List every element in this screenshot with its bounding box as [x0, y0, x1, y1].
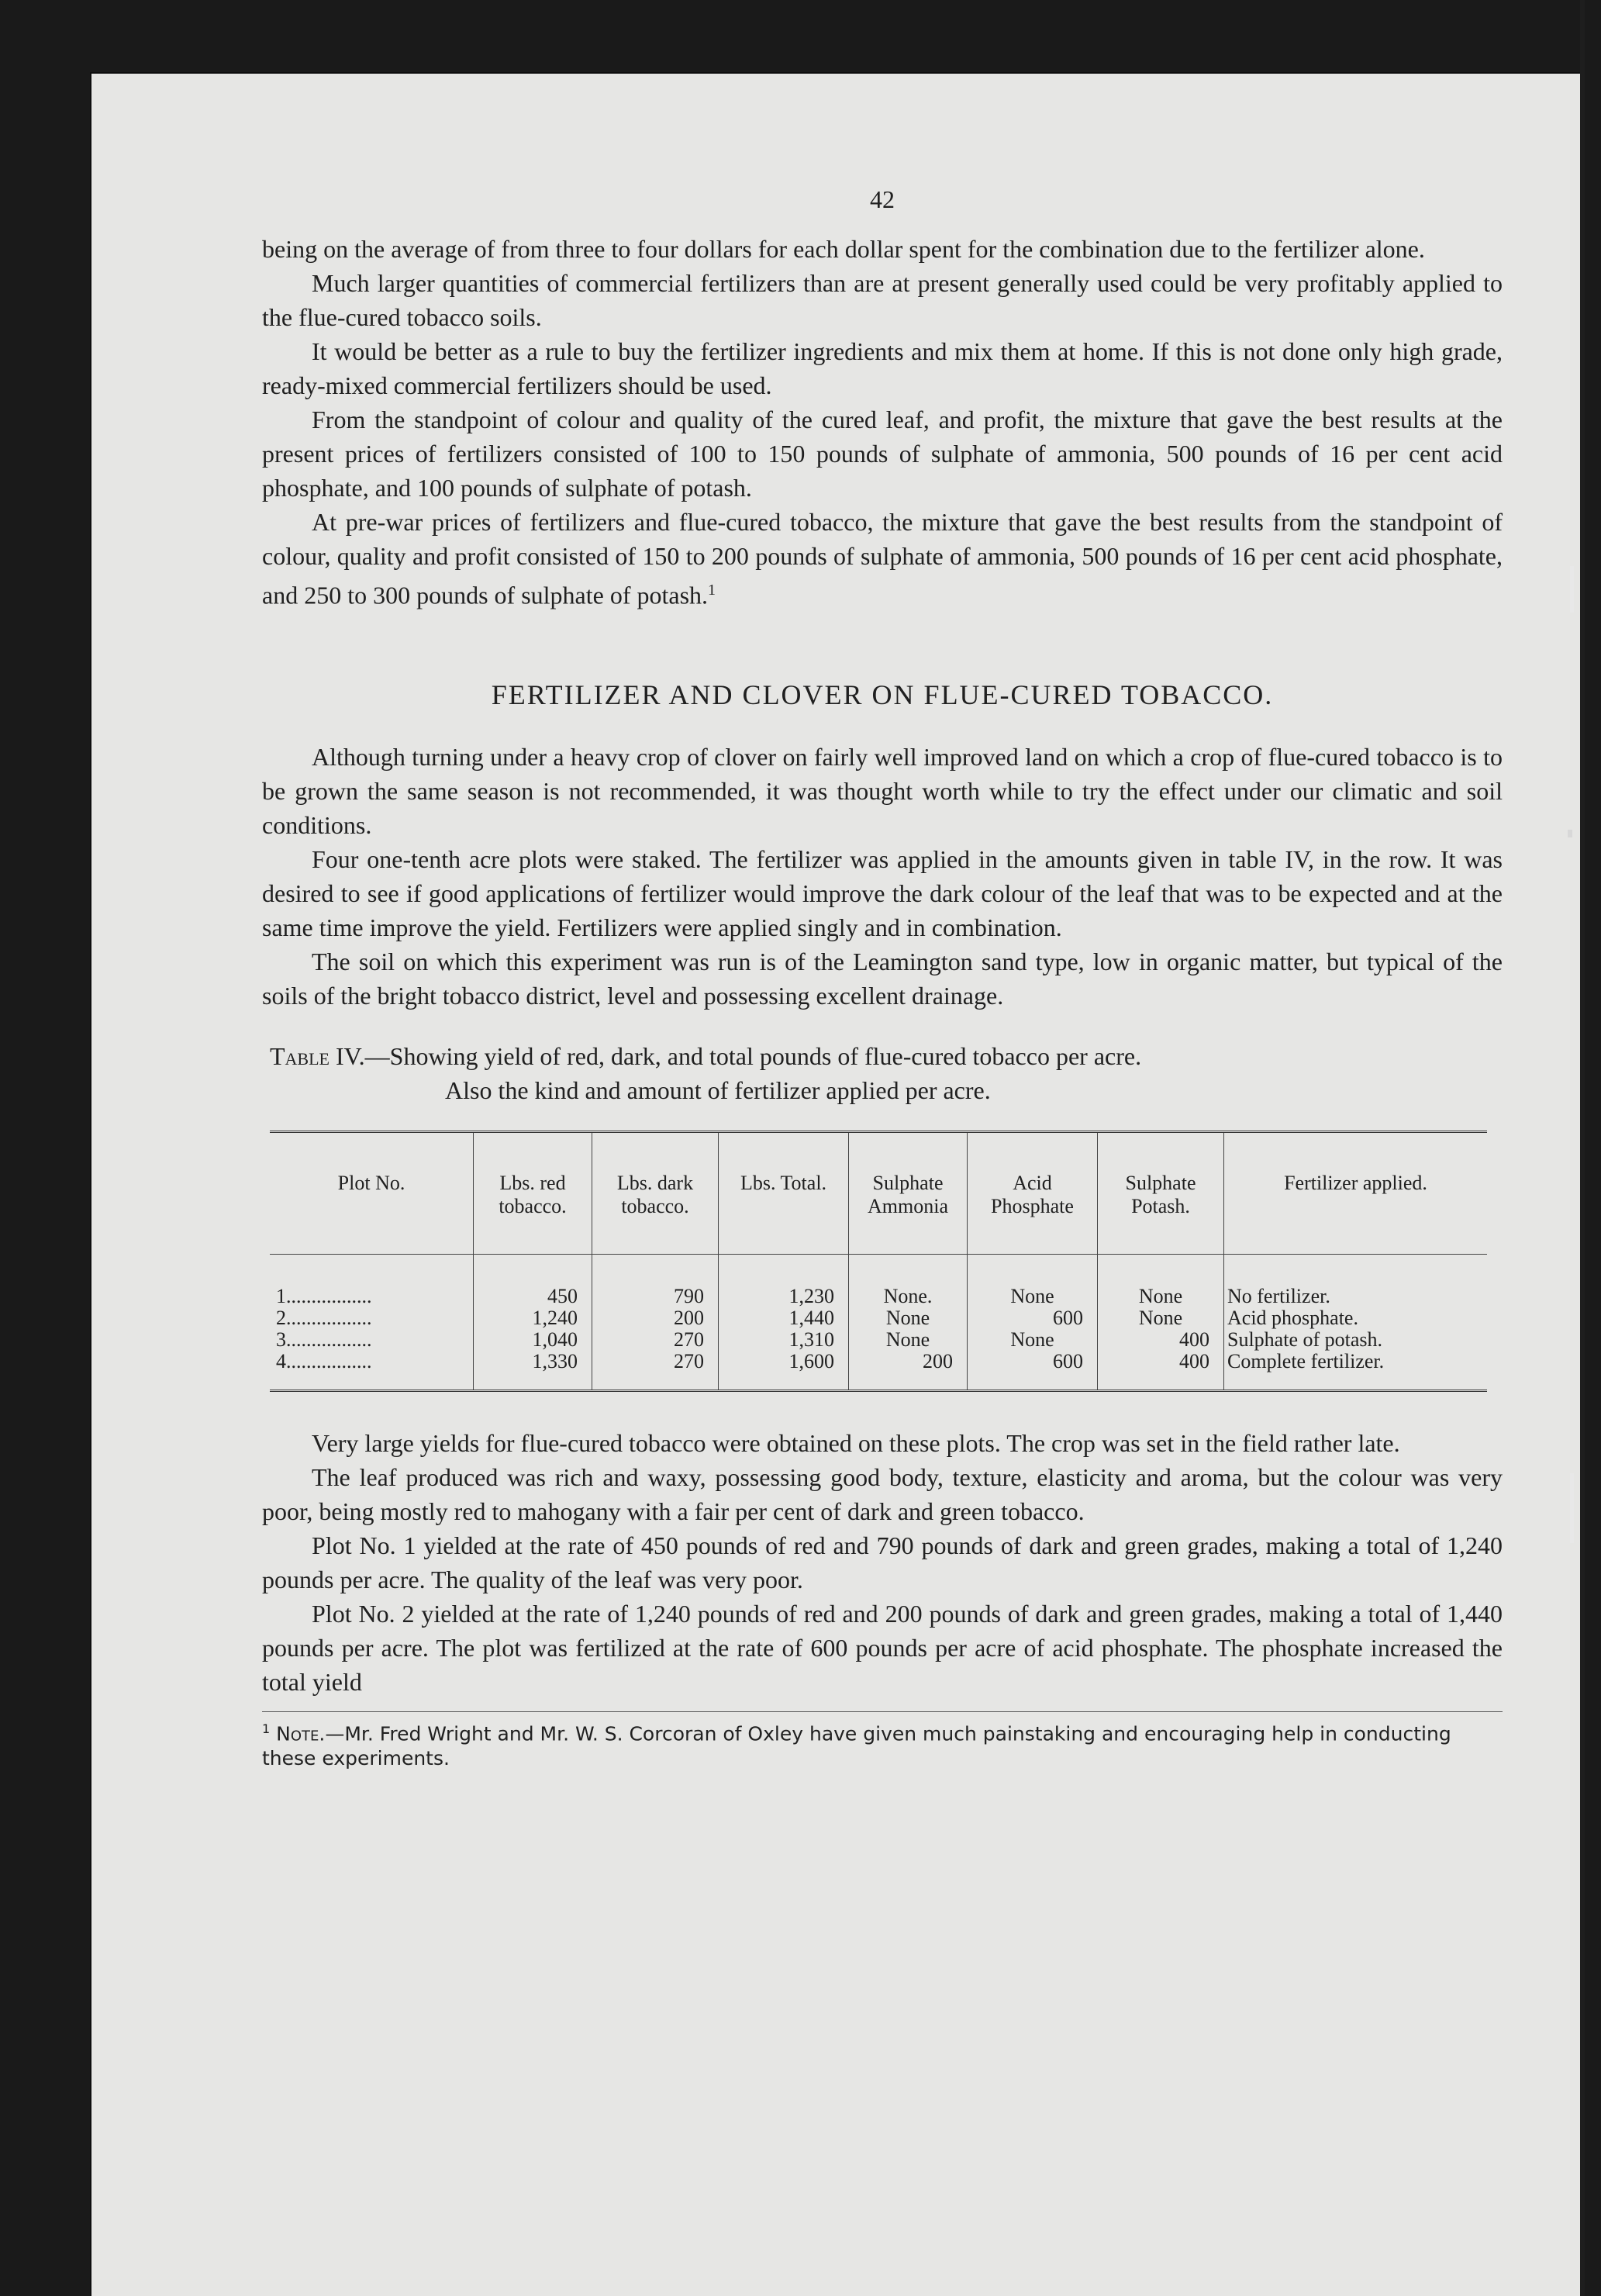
header-dark-tobacco: Lbs. dark tobacco.: [592, 1131, 719, 1254]
fertilizer-yield-table: [270, 1131, 1487, 1392]
table-header-row: [270, 1131, 1487, 1254]
cell-plot: 1.................: [276, 1284, 372, 1307]
header-plot-no: Plot No.: [270, 1131, 474, 1254]
footnote-reference[interactable]: 1: [708, 582, 716, 599]
paragraph-text: Although turning under a heavy crop of clover on fairly well improved land on which a crop of flue-cured tobacco is to be grown the same season is not recommended, it was thought worth while to try the effect under our climatic and soil conditions.: [262, 742, 1503, 839]
cell-dark: 790: [592, 1254, 719, 1307]
table-caption: [262, 1039, 1503, 1107]
cell-applied: Sulphate of potash.: [1224, 1329, 1488, 1351]
cell-dark: 270: [592, 1329, 719, 1351]
cell-dark: 270: [592, 1351, 719, 1391]
paragraph-text: Plot No. 1 yielded at the rate of 450 pounds of red and 790 pounds of dark and green grades, making a total of 1,240 pounds per acre. The quality of the leaf was very poor.: [262, 1531, 1503, 1593]
paragraph: [262, 505, 1503, 613]
cell-phosphate: 600: [968, 1351, 1098, 1391]
table-row: [270, 1307, 1487, 1329]
paragraph-text: The soil on which this experiment was run is of the Leamington sand type, low in organic matter, but typical of the soils of the bright tobacco district, level and possessing excellent drainage.: [262, 947, 1503, 1010]
cell-total: 1,600: [719, 1351, 849, 1391]
cell-plot: 3.................: [276, 1328, 372, 1351]
header-total: Lbs. Total.: [719, 1131, 849, 1254]
paragraph: [262, 334, 1503, 402]
paragraph-text: The leaf produced was rich and waxy, possessing good body, texture, elasticity and aroma, but the colour was very poor, being mostly red to mahogany with a fair per cent of dark and green tobacco.: [262, 1462, 1503, 1525]
cell-ammonia: 200: [849, 1351, 968, 1391]
paragraph: [262, 1597, 1503, 1699]
table-row: [270, 1351, 1487, 1391]
discussion: [262, 1426, 1503, 1699]
cell-red: 1,240: [474, 1307, 592, 1329]
paragraph: [262, 740, 1503, 842]
paragraph-text: being on the average of from three to four dollars for each dollar spent for the combination due to the fertilizer alone.: [262, 235, 1425, 263]
paragraph-text: From the standpoint of colour and quality of the cured leaf, and profit, the mixture that gave the best results at the present prices of fertilizers consisted of 100 to 150 pounds of sulphate of ammonia, 500 pounds of 16 per cent acid phosphate, and 100 pounds of sulphate of potash.: [262, 406, 1503, 502]
table-caption-line2: Also the kind and amount of fertilizer applied per acre.: [445, 1075, 991, 1104]
scan-speck: [1568, 830, 1572, 837]
scanned-page: [91, 74, 1580, 2296]
footnote-text: —Mr. Fred Wright and Mr. W. S. Corcoran of Oxley have given much painstaking and encouraging help in conducting these experiments.: [262, 1721, 1451, 1769]
header-sulphate-ammonia: Sulphate Ammonia: [849, 1131, 968, 1254]
page-content: [262, 182, 1503, 1771]
scan-edge-mark: [1570, 566, 1574, 613]
cell-plot: 4.................: [276, 1349, 372, 1372]
cell-total: 1,440: [719, 1307, 849, 1329]
header-red-tobacco: Lbs. red tobacco.: [474, 1131, 592, 1254]
cell-ammonia: None: [849, 1307, 968, 1329]
footnote: [262, 1711, 1503, 1771]
cell-plot: 2.................: [276, 1306, 372, 1329]
header-acid-phosphate: Acid Phosphate: [968, 1131, 1098, 1254]
cell-red: 1,040: [474, 1329, 592, 1351]
cell-red: 1,330: [474, 1351, 592, 1391]
paragraph-text: It would be better as a rule to buy the fertilizer ingredients and mix them at home. If this is not done only high grade, ready-mixed commercial fertilizers should be used.: [262, 337, 1503, 399]
cell-phosphate: None: [968, 1329, 1098, 1351]
scan-edge-mark: [1570, 1473, 1574, 1543]
paragraph-text: Much larger quantities of commercial fertilizers than are at present generally used could be very profitably applied to the flue-cured tobacco soils.: [262, 269, 1503, 331]
paragraph: [262, 1426, 1503, 1460]
cell-ammonia: None.: [849, 1254, 968, 1307]
paragraph: [262, 266, 1503, 334]
page-number: 42: [870, 185, 895, 213]
scan-edge-mark: [1580, 0, 1585, 2296]
paragraph: [262, 402, 1503, 505]
section-title: FERTILIZER AND CLOVER ON FLUE-CURED TOBACCO.: [491, 678, 1274, 710]
table-caption-line1: —Showing yield of red, dark, and total pounds of flue-cured tobacco per acre.: [364, 1041, 1142, 1070]
cell-potash: None: [1098, 1254, 1224, 1307]
cell-ammonia: None: [849, 1329, 968, 1351]
paragraph-text: Plot No. 2 yielded at the rate of 1,240 pounds of red and 200 pounds of dark and green grades, making a total of 1,440 pounds per acre. The plot was fertilized at the rate of 600 pounds per acre of acid phosphate. The phosphate increased the total yield: [262, 1599, 1503, 1696]
cell-total: 1,230: [719, 1254, 849, 1307]
paragraph: [262, 1460, 1503, 1528]
cell-potash: None: [1098, 1307, 1224, 1329]
paragraph-text: At pre-war prices of fertilizers and flue-cured tobacco, the mixture that gave the best results from the standpoint of colour, quality and profit consisted of 150 to 200 pounds of sulphate of ammonia, 500 pounds of 16 per cent acid phosphate, and 250 to 300 pounds of sulphate of potash.: [262, 508, 1503, 609]
table-caption-label: Table IV.: [270, 1041, 365, 1070]
paragraph: [262, 842, 1503, 944]
cell-applied: Acid phosphate.: [1224, 1307, 1488, 1329]
cell-applied: Complete fertilizer.: [1224, 1351, 1488, 1391]
footnote-marker: 1: [262, 1721, 271, 1736]
cell-total: 1,310: [719, 1329, 849, 1351]
cell-phosphate: None: [968, 1254, 1098, 1307]
paragraph: [262, 232, 1503, 266]
header-fertilizer-applied: Fertilizer applied.: [1224, 1131, 1488, 1254]
paragraph-text: Very large yields for flue-cured tobacco were obtained on these plots. The crop was set in the field rather late.: [312, 1428, 1400, 1457]
cell-phosphate: 600: [968, 1307, 1098, 1329]
paragraph-text: Four one-tenth acre plots were staked. The fertilizer was applied in the amounts given in table IV, in the row. It was desired to see if good applications of fertilizer would improve the dark colour of the leaf that was to be expected and at the same time improve the yield. Fertilizers were applied singly and in combination.: [262, 844, 1503, 941]
cell-dark: 200: [592, 1307, 719, 1329]
paragraph: [262, 1528, 1503, 1597]
cell-applied: No fertilizer.: [1224, 1254, 1488, 1307]
table-row: [270, 1329, 1487, 1351]
table-row: [270, 1254, 1487, 1307]
paragraph: [262, 944, 1503, 1013]
header-sulphate-potash: Sulphate Potash.: [1098, 1131, 1224, 1254]
cell-potash: 400: [1098, 1329, 1224, 1351]
footnote-label: Note.: [276, 1721, 326, 1745]
cell-potash: 400: [1098, 1351, 1224, 1391]
cell-red: 450: [474, 1254, 592, 1307]
